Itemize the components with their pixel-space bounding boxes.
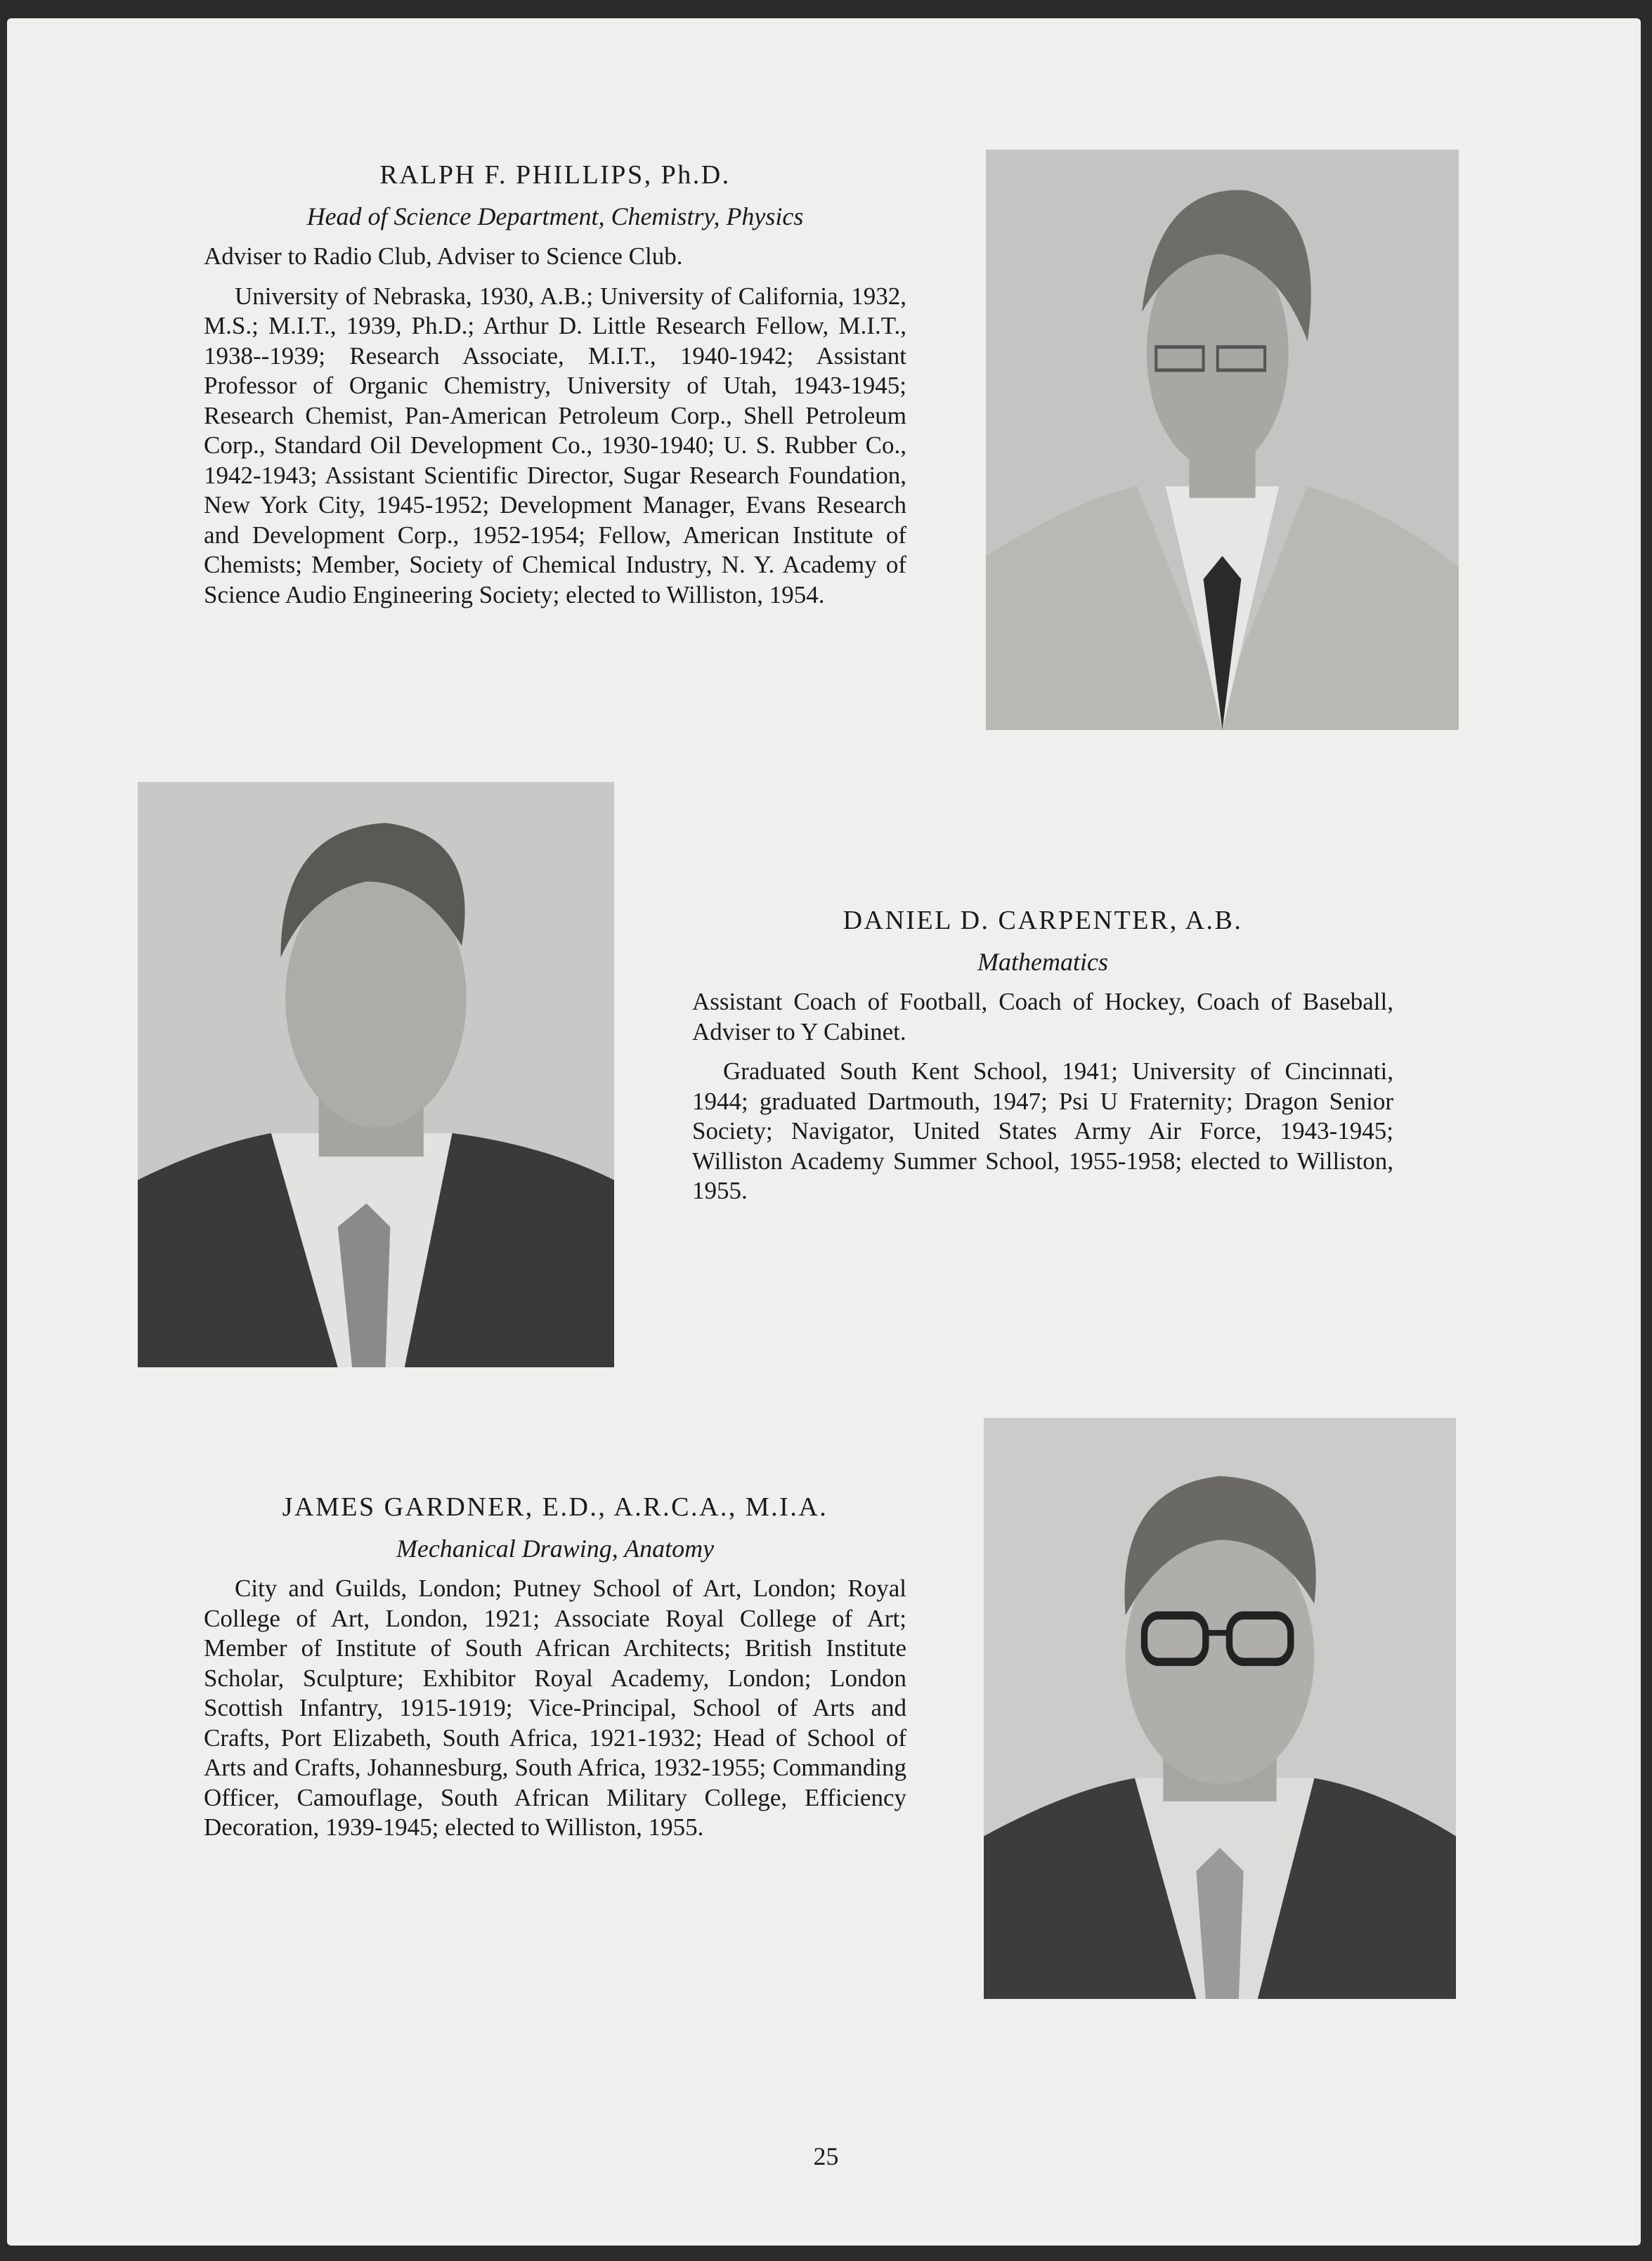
faculty-activities: Assistant Coach of Football, Coach of Hockey, Coach of Baseball, Adviser to Y Cabinet. <box>692 988 1393 1045</box>
portrait-photo-phillips <box>986 150 1459 730</box>
faculty-subject: Mechanical Drawing, Anatomy <box>396 1535 715 1563</box>
faculty-subject: Head of Science Department, Chemistry, Physics <box>306 202 804 230</box>
faculty-subject: Mathematics <box>977 948 1108 976</box>
faculty-name: RALPH F. PHILLIPS, Ph.D. <box>379 160 731 190</box>
faculty-name: DANIEL D. CARPENTER, A.B. <box>843 906 1243 935</box>
portrait-photo-gardner <box>984 1418 1456 1999</box>
faculty-entry-gardner <box>204 1491 906 1853</box>
faculty-activities: Adviser to Radio Club, Adviser to Science Club. <box>204 242 683 270</box>
faculty-entry-carpenter <box>692 904 1393 1216</box>
page-number: 25 <box>813 2142 839 2170</box>
faculty-biography: City and Guilds, London; Putney School of Art, London; Royal College of Art, London, 1921; Associate Royal College of Art; Member of Institute of South African Architects; British Institute Scholar, Sculpture; Exhibitor Royal Academy, London; London Scottish Infantry, 1915-1919; Vice-Principal, School of Arts and Crafts, Port Elizabeth, South Africa, 1921-1932; Head of School of Arts and Crafts, Johannesburg, South Africa, 1932-1955; Commanding Officer, Camouflage, South African Military College, Efficiency Decoration, 1939-1945; elected to Williston, 1955. <box>204 1575 906 1841</box>
faculty-name: JAMES GARDNER, E.D., A.R.C.A., M.I.A. <box>282 1492 828 1522</box>
faculty-biography: Graduated South Kent School, 1941; University of Cincinnati, 1944; graduated Dartmouth, 1947; Psi U Fraternity; Dragon Senior Society; Navigator, United States Army Air Force, 1943-1945; Williston Academy Summer School, 1955-1958; elected to Williston, 1955. <box>692 1057 1393 1204</box>
faculty-biography: University of Nebraska, 1930, A.B.; University of California, 1932, M.S.; M.I.T., 1939, Ph.D.; Arthur D. Little Research Fellow, M.I.T., 1938--1939; Research Associate, M.I.T., 1940-1942; Assistant Professor of Organic Chemistry, University of Utah, 1943-1945; Research Chemist, Pan-American Petroleum Corp., Shell Petroleum Corp., Standard Oil Development Co., 1930-1940; U. S. Rubber Co., 1942-1943; Assistant Scientific Director, Sugar Research Foundation, New York City, 1945-1952; Development Manager, Evans Research and Development Corp., 1952-1954; Fellow, American Institute of Chemists; Member, Society of Chemical Industry, N. Y. Academy of Science Audio Engineering Society; elected to Williston, 1954. <box>204 282 906 608</box>
faculty-entry-phillips <box>204 159 906 620</box>
portrait-photo-carpenter <box>138 782 614 1367</box>
